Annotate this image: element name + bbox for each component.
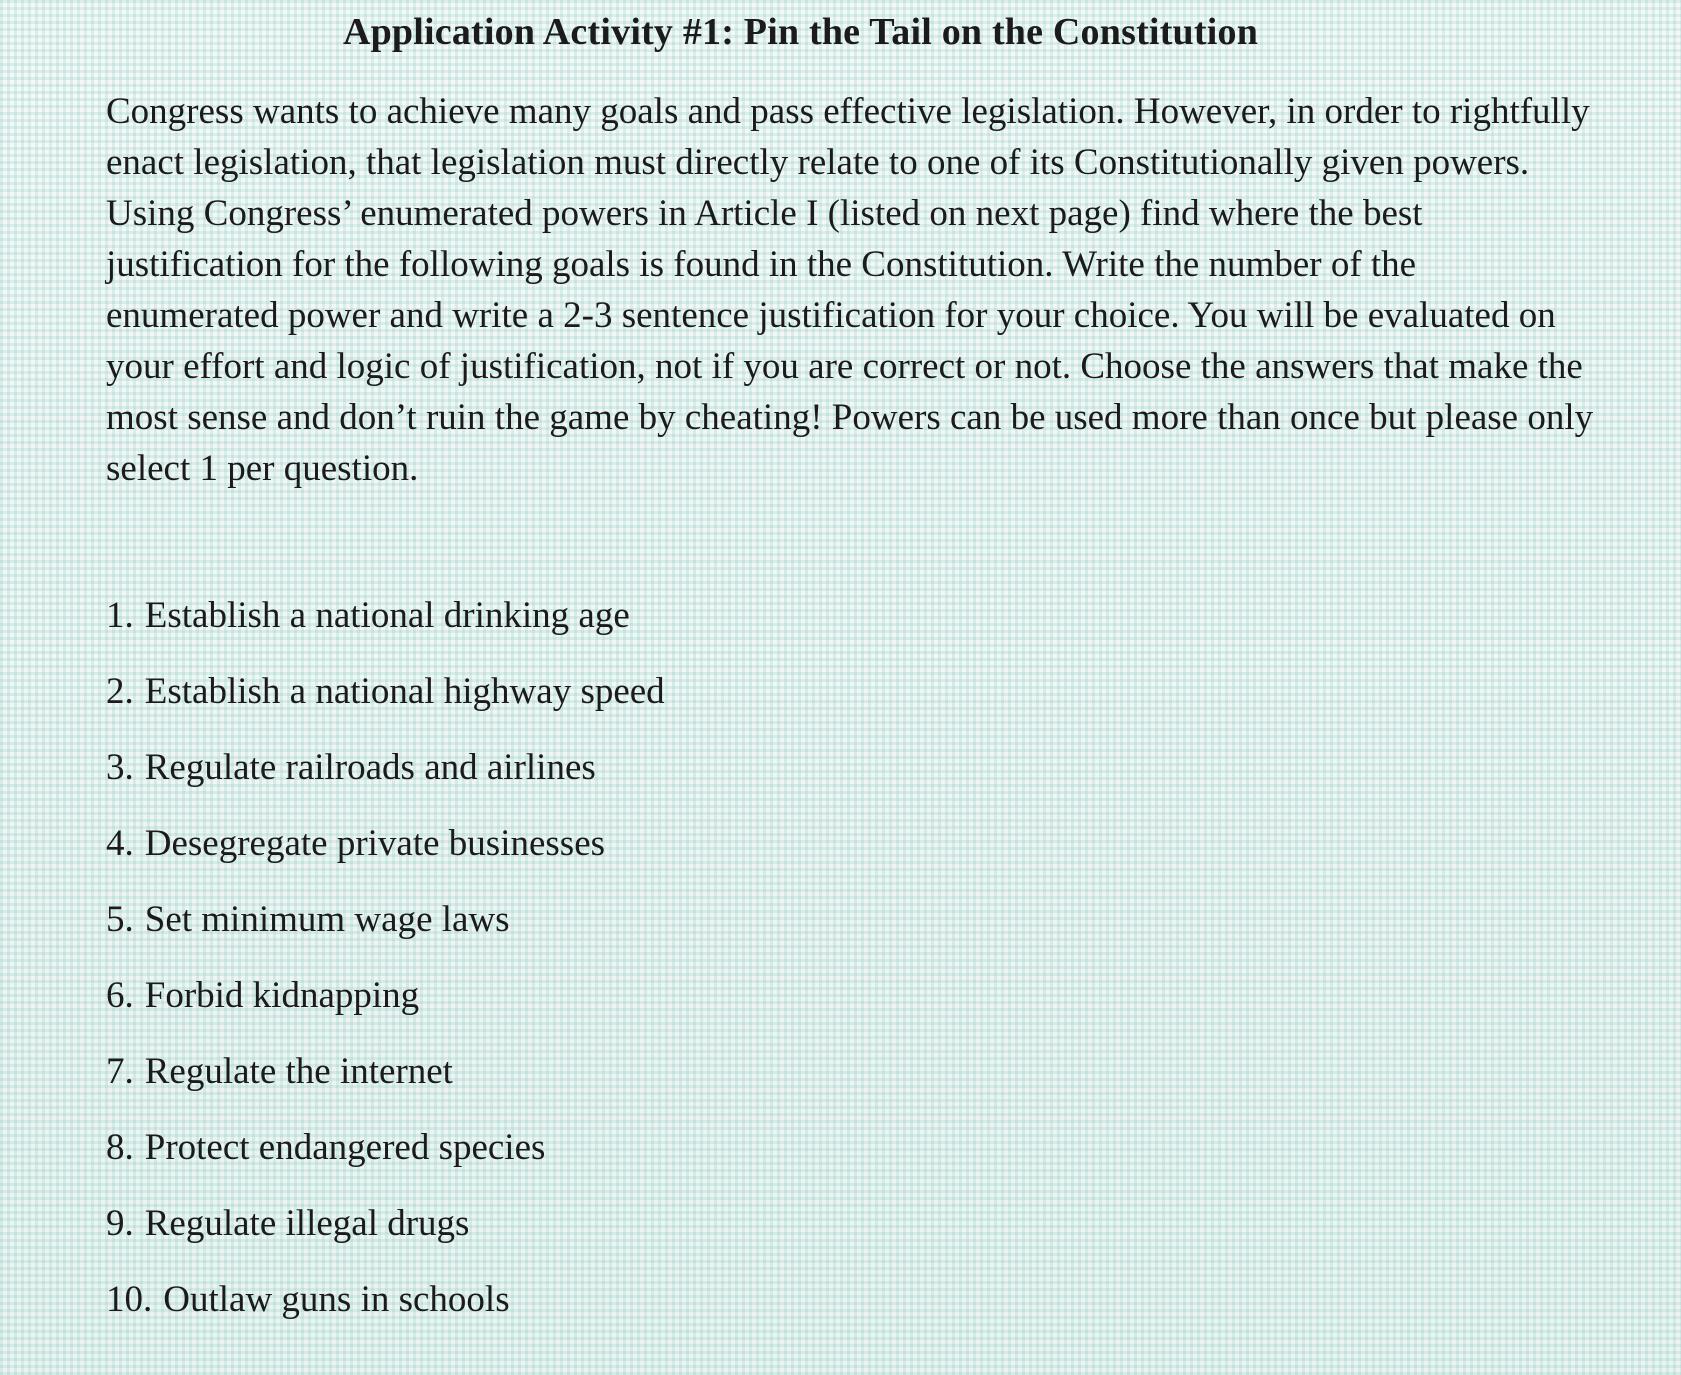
list-item-number: 8. bbox=[106, 1127, 134, 1168]
list-item-number: 1. bbox=[106, 595, 134, 636]
list-item-text: Desegregate private businesses bbox=[144, 823, 606, 864]
list-item bbox=[106, 1122, 1006, 1198]
list-item-number: 5. bbox=[106, 899, 134, 940]
list-item bbox=[106, 1198, 1006, 1274]
list-item bbox=[106, 818, 1006, 894]
list-item-text: Protect endangered species bbox=[144, 1127, 546, 1168]
list-item-text: Regulate railroads and airlines bbox=[144, 747, 596, 788]
list-item-text: Outlaw guns in schools bbox=[163, 1279, 510, 1320]
list-item bbox=[106, 970, 1006, 1046]
list-item-text: Regulate the internet bbox=[144, 1051, 453, 1092]
list-item-number: 3. bbox=[106, 747, 134, 788]
list-item-number: 4. bbox=[106, 823, 134, 864]
list-item bbox=[106, 742, 1006, 818]
list-item-number: 9. bbox=[106, 1203, 134, 1244]
instructions-paragraph: Congress wants to achieve many goals and pass effective legislation. However, in order to rightfully enact legislation, that legislation must directly relate to one of its Constitutionally given powers. Using Congress’ enumerated powers in Article I (listed on next page) find where the best justification for the following goals is found in the Constitution. Write the number of the enumerated power and write a 2-3 sentence justification for your choice. You will be evaluated on your effort and logic of justification, not if you are correct or not. Choose the answers that make the most sense and don’t ruin the game by cheating! Powers can be used more than once but please only select 1 per question. bbox=[106, 91, 1594, 489]
list-item-text: Establish a national highway speed bbox=[144, 671, 665, 712]
list-item-number: 2. bbox=[106, 671, 134, 712]
list-item-text: Set minimum wage laws bbox=[144, 899, 510, 940]
list-item bbox=[106, 894, 1006, 970]
list-item-text: Regulate illegal drugs bbox=[144, 1203, 470, 1244]
list-item bbox=[106, 1274, 1006, 1350]
list-item-number: 7. bbox=[106, 1051, 134, 1092]
list-item-text: Establish a national drinking age bbox=[144, 595, 630, 636]
list-item bbox=[106, 666, 1006, 742]
list-item-number: 10. bbox=[106, 1279, 153, 1320]
list-item-number: 6. bbox=[106, 975, 134, 1016]
goals-list bbox=[106, 590, 1006, 1350]
list-item-text: Forbid kidnapping bbox=[144, 975, 420, 1016]
list-item bbox=[106, 590, 1006, 666]
list-item bbox=[106, 1046, 1006, 1122]
page-title bbox=[0, 10, 1681, 54]
page-title-text: Application Activity #1: Pin the Tail on the Constitution bbox=[342, 11, 1259, 53]
